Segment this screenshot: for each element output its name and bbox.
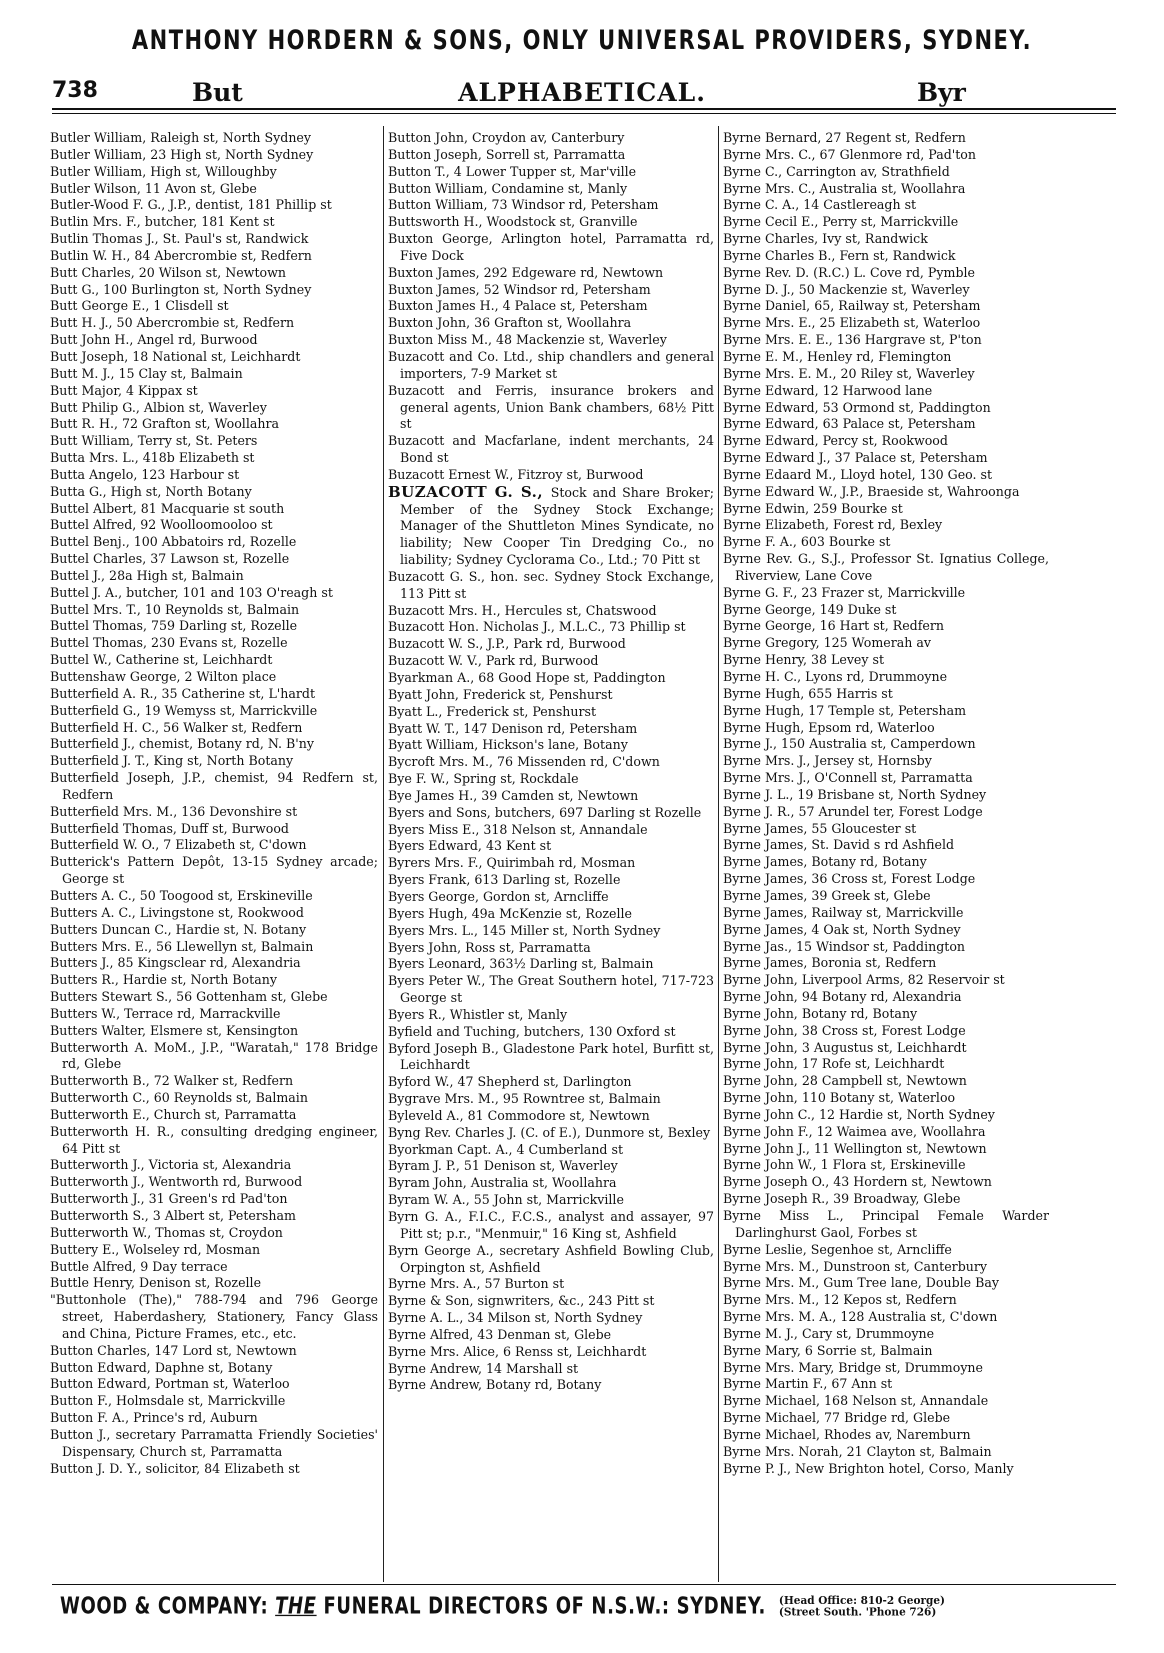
directory-entry: Butters A. C., Livingstone st, Rookwood xyxy=(50,904,304,920)
directory-entry: Butterfield W. O., 7 Elizabeth st, C'down xyxy=(50,837,307,853)
directory-entry: Byrne Hugh, 655 Harris st xyxy=(723,685,893,701)
directory-entry: Byrne Rev. D. (R.C.) L. Cove rd, Pymble xyxy=(723,264,975,280)
directory-entry: Buzacott and Macfarlane, indent merchants, 24 Bond st xyxy=(388,433,714,466)
directory-entry: Buttel Thomas, 759 Darling st, Rozelle xyxy=(50,618,298,634)
directory-entry: Byers George, Gordon st, Arncliffe xyxy=(388,888,609,904)
directory-entry: Button Charles, 147 Lord st, Newtown xyxy=(50,1342,297,1358)
directory-entry: Butlin Thomas J., St. Paul's st, Randwick xyxy=(50,231,309,247)
directory-entry: Butt John H., Angel rd, Burwood xyxy=(50,332,258,348)
directory-entry: Butterfield Mrs. M., 136 Devonshire st xyxy=(50,803,298,819)
directory-entry: Byrne Andrew, Botany rd, Botany xyxy=(388,1377,602,1393)
directory-entry: Byrne Mrs. M., 12 Kepos st, Redfern xyxy=(723,1292,957,1308)
directory-entry: Byrne James, 4 Oak st, North Sydney xyxy=(723,921,961,937)
directory-entry: Byrne Mary, 6 Sorrie st, Balmain xyxy=(723,1342,933,1358)
directory-entry: Butta G., High st, North Botany xyxy=(50,483,252,499)
directory-entry: Byrne Bernard, 27 Regent st, Redfern xyxy=(723,130,966,145)
directory-entry: Buttel Benj., 100 Abbatoirs rd, Rozelle xyxy=(50,534,297,550)
directory-entry: Byng Rev. Charles J. (C. of E.), Dunmore st, Bexley xyxy=(388,1124,711,1140)
directory-entry: Byrne J. R., 57 Arundel ter, Forest Lodge xyxy=(723,803,983,819)
directory-entry: Buttel W., Catherine st, Leichhardt xyxy=(50,652,273,668)
directory-entry: Butters Stewart S., 56 Gottenham st, Glebe xyxy=(50,989,328,1005)
directory-column-1 xyxy=(50,130,378,1580)
directory-entry: Button John, Croydon av, Canterbury xyxy=(388,130,625,145)
directory-entry: Byrne Gregory, 125 Womerah av xyxy=(723,635,931,651)
directory-entry: BUZACOTT G. S., Stock and Share Broker; Member of the Sydney Stock Exchange; Manager of the Shuttleton Mines Syndicate, no liability; New Cooper Tin Dredging Co., no liability; Sydney Cyclorama Co., Ltd.; 70 Pitt st xyxy=(388,483,714,568)
right-guide-word: Byr xyxy=(917,78,966,107)
directory-entry: Buzacott Ernest W., Fitzroy st, Burwood xyxy=(388,466,644,482)
directory-entry: Butler William, High st, Willoughby xyxy=(50,163,277,179)
directory-entry: Butterworth A. MoM., J.P., "Waratah," 178 Bridge rd, Glebe xyxy=(50,1039,378,1072)
directory-entry: Byers John, Ross st, Parramatta xyxy=(388,939,591,955)
directory-entry: Butterfield A. R., 35 Catherine st, L'hardt xyxy=(50,685,316,701)
directory-entry: Butterfield J. T., King st, North Botany xyxy=(50,753,294,769)
directory-entry: Buttle Alfred, 9 Day terrace xyxy=(50,1258,228,1274)
directory-entry: Byrne Mrs. Alice, 6 Renss st, Leichhardt xyxy=(388,1343,647,1359)
directory-entry: Button Edward, Portman st, Waterloo xyxy=(50,1376,290,1392)
directory-entry: Byrne Elizabeth, Forest rd, Bexley xyxy=(723,517,943,533)
directory-entry: Butterworth E., Church st, Parramatta xyxy=(50,1106,297,1122)
page-banner: ANTHONY HORDERN & SONS, ONLY UNIVERSAL PROVIDERS, SYDNEY. xyxy=(131,25,1033,55)
directory-entry: Byers Leonard, 363½ Darling st, Balmain xyxy=(388,956,654,972)
directory-entry: Byrne Edwin, 259 Bourke st xyxy=(723,500,903,516)
directory-entry: Buxton James, 292 Edgeware rd, Newtown xyxy=(388,264,664,280)
directory-entry: Byrne Edward, 53 Ormond st, Paddington xyxy=(723,399,991,415)
directory-entry: Byrne J., 150 Australia st, Camperdown xyxy=(723,736,976,752)
directory-entry: Byrers Mrs. F., Quirimbah rd, Mosman xyxy=(388,855,636,871)
directory-entry: Byrn George A., secretary Ashfield Bowling Club, Orpington st, Ashfield xyxy=(388,1242,714,1275)
directory-entry: Butters Mrs. E., 56 Llewellyn st, Balmain xyxy=(50,938,314,954)
directory-entry: Buzacott and Ferris, insurance brokers and general agents, Union Bank chambers, 68½ Pitt st xyxy=(388,382,714,432)
directory-entry: Byrne Michael, Rhodes av, Naremburn xyxy=(723,1426,971,1442)
directory-entry: Byrne Rev. G., S.J., Professor St. Ignatius College, Riverview, Lane Cove xyxy=(723,551,1049,583)
directory-entry: Byers Mrs. L., 145 Miller st, North Sydney xyxy=(388,922,661,938)
directory-entry: Byrne Mrs. M., Dunstroon st, Canterbury xyxy=(723,1258,988,1274)
directory-entry: Byatt L., Frederick st, Penshurst xyxy=(388,703,597,719)
directory-entry: Butt Joseph, 18 National st, Leichhardt xyxy=(50,348,301,364)
header-rule xyxy=(52,108,1116,110)
directory-entry: Button Joseph, Sorrell st, Parramatta xyxy=(388,146,626,162)
directory-entry: Byford W., 47 Shepherd st, Darlington xyxy=(388,1074,632,1090)
directory-entry: Butt Major, 4 Kippax st xyxy=(50,382,198,398)
directory-entry: Byrne M. J., Cary st, Drummoyne xyxy=(723,1325,935,1341)
directory-entry: Byrne Edward J., 37 Palace st, Petersham xyxy=(723,450,988,466)
directory-entry: Byrne James, St. David s rd Ashfield xyxy=(723,837,955,853)
directory-entry: Butters J., 85 Kingsclear rd, Alexandria xyxy=(50,955,301,971)
directory-entry: Buttel Thomas, 230 Evans st, Rozelle xyxy=(50,635,288,651)
directory-entry: Byrne Daniel, 65, Railway st, Petersham xyxy=(723,298,981,314)
directory-entry: Byrne John W., 1 Flora st, Erskineville xyxy=(723,1157,966,1173)
footer-the: THE xyxy=(275,1592,317,1620)
directory-entry: Bygrave Mrs. M., 95 Rowntree st, Balmain xyxy=(388,1091,661,1107)
directory-entry: Buttel Mrs. T., 10 Reynolds st, Balmain xyxy=(50,601,300,617)
directory-entry: Byrne Mrs. A., 57 Burton st xyxy=(388,1276,565,1292)
directory-entry: Byrne Joseph O., 43 Hordern st, Newtown xyxy=(723,1174,992,1190)
footer-tagline: FUNERAL DIRECTORS OF N.S.W.: SYDNEY. xyxy=(323,1592,766,1620)
directory-entry: Butt G., 100 Burlington st, North Sydney xyxy=(50,281,312,297)
directory-entry: Button F. A., Prince's rd, Auburn xyxy=(50,1410,258,1426)
directory-entry: Byrne Miss L., Principal Female Warder Darlinghurst Gaol, Forbes st xyxy=(723,1208,1049,1240)
directory-entry: Buttel J., 28a High st, Balmain xyxy=(50,567,244,583)
directory-entry: Byers Hugh, 49a McKenzie st, Rozelle xyxy=(388,905,633,921)
directory-entry: Byrne Alfred, 43 Denman st, Glebe xyxy=(388,1326,612,1342)
directory-entry: Butterfield H. C., 56 Walker st, Redfern xyxy=(50,719,303,735)
directory-entry: Byatt John, Frederick st, Penshurst xyxy=(388,686,613,702)
directory-entry: Byers and Sons, butchers, 697 Darling st Rozelle xyxy=(388,804,702,820)
directory-entry: Bye James H., 39 Camden st, Newtown xyxy=(388,787,639,803)
directory-entry: Butler-Wood F. G., J.P., dentist, 181 Phillip st xyxy=(50,197,332,213)
directory-entry: Byrne Hugh, 17 Temple st, Petersham xyxy=(723,702,967,718)
directory-entry: Byrne Andrew, 14 Marshall st xyxy=(388,1360,579,1376)
directory-entry: Butterworth H. R., consulting dredging engineer, 64 Pitt st xyxy=(50,1123,378,1156)
directory-entry: Bycroft Mrs. M., 76 Missenden rd, C'down xyxy=(388,754,660,770)
directory-entry: Butta Mrs. L., 418b Elizabeth st xyxy=(50,450,255,466)
directory-entry: Butters W., Terrace rd, Marrackville xyxy=(50,1005,281,1021)
directory-entry: Butt M. J., 15 Clay st, Balmain xyxy=(50,365,243,381)
directory-entry: Byrn G. A., F.I.C., F.C.S., analyst and assayer, 97 Pitt st; p.r., "Menmuir," 16 King st, Ashfield xyxy=(388,1209,714,1241)
directory-entry: Byrne James, Botany rd, Botany xyxy=(723,854,927,870)
directory-entry: Byrne Martin F., 67 Ann st xyxy=(723,1376,893,1392)
directory-entry: Byrne Mrs. C., 67 Glenmore rd, Pad'ton xyxy=(723,146,976,162)
directory-entry: Byrne John, 110 Botany st, Waterloo xyxy=(723,1090,956,1106)
directory-entry: Butters Duncan C., Hardie st, N. Botany xyxy=(50,921,307,937)
directory-entry: Byrne C. A., 14 Castlereagh st xyxy=(723,197,917,213)
directory-entry: Byers Edward, 43 Kent st xyxy=(388,838,552,854)
directory-entry: Button William, Condamine st, Manly xyxy=(388,180,628,196)
directory-entry: Butters Walter, Elsmere st, Kensington xyxy=(50,1022,299,1038)
directory-entry: Byram W. A., 55 John st, Marrickville xyxy=(388,1192,624,1208)
directory-entry: Byram John, Australia st, Woollahra xyxy=(388,1175,617,1191)
directory-entry: Byrne F. A., 603 Bourke st xyxy=(723,534,891,550)
directory-entry: Byrne James, Railway st, Marrickville xyxy=(723,904,964,920)
directory-entry: Byrne Edward, Percy st, Rookwood xyxy=(723,433,948,449)
directory-entry: Buttel Charles, 37 Lawson st, Rozelle xyxy=(50,551,290,567)
directory-column-2 xyxy=(388,130,714,1580)
directory-entry: Butt William, Terry st, St. Peters xyxy=(50,433,258,449)
directory-entry: Byrne G. F., 23 Frazer st, Marrickville xyxy=(723,584,966,600)
directory-entry: Button William, 73 Windsor rd, Petersham xyxy=(388,197,659,213)
footer-note-line: (Head Office: 810-2 George) xyxy=(778,1594,946,1607)
directory-entry: Butterfield Joseph, J.P., chemist, 94 Redfern st, Redfern xyxy=(50,770,378,802)
directory-entry: Byrne John, Botany rd, Botany xyxy=(723,1005,918,1021)
footer-address-note xyxy=(779,1596,945,1619)
directory-entry: Byrne Charles B., Fern st, Randwick xyxy=(723,247,956,263)
footer-advert xyxy=(60,1593,945,1622)
directory-entry: Byrne Mrs. M., Gum Tree lane, Double Bay xyxy=(723,1275,1000,1291)
directory-entry: Butlin W. H., 84 Abercrombie st, Redfern xyxy=(50,247,312,263)
directory-entry: Butterworth J., Wentworth rd, Burwood xyxy=(50,1174,303,1190)
directory-entry: Butterworth C., 60 Reynolds st, Balmain xyxy=(50,1090,308,1106)
page-number: 738 xyxy=(52,78,98,103)
directory-entry: Byrne E. M., Henley rd, Flemington xyxy=(723,348,952,364)
directory-entry: Byorkman Capt. A., 4 Cumberland st xyxy=(388,1141,624,1157)
directory-entry: Byfield and Tuching, butchers, 130 Oxford st xyxy=(388,1023,676,1039)
directory-entry: Byrne Henry, 38 Levey st xyxy=(723,652,885,668)
directory-entry: Byrne James, Boronia st, Redfern xyxy=(723,955,937,971)
directory-entry: Byrne Michael, 168 Nelson st, Annandale xyxy=(723,1393,989,1409)
directory-entry: Byrne Jas., 15 Windsor st, Paddington xyxy=(723,938,966,954)
directory-entry: Butta Angelo, 123 Harbour st xyxy=(50,466,240,482)
footer-company: WOOD & COMPANY: xyxy=(60,1592,269,1620)
directory-entry: Byrne Edward, 12 Harwood lane xyxy=(723,382,933,398)
directory-entry: Byrne Michael, 77 Bridge rd, Glebe xyxy=(723,1410,951,1426)
directory-entry: Byrne P. J., New Brighton hotel, Corso, Manly xyxy=(723,1460,1014,1476)
directory-entry: Byrne Charles, Ivy st, Randwick xyxy=(723,231,928,247)
directory-entry: Byrne D. J., 50 Mackenzie st, Waverley xyxy=(723,281,970,297)
directory-entry: Byrne Mrs. J., O'Connell st, Parramatta xyxy=(723,770,973,786)
directory-entry: Byram J. P., 51 Denison st, Waverley xyxy=(388,1158,618,1174)
footer-note-line: (Street South. 'Phone 726) xyxy=(778,1605,937,1619)
column-entries xyxy=(50,130,378,1478)
directory-entry: Butt R. H., 72 Grafton st, Woollahra xyxy=(50,416,279,432)
directory-entry: Byrne Edward W., J.P., Braeside st, Wahroonga xyxy=(723,483,1020,499)
directory-entry: Byarkman A., 68 Good Hope st, Paddington xyxy=(388,670,666,685)
directory-entry: Byrne John, 28 Campbell st, Newtown xyxy=(723,1073,967,1089)
directory-entry: Byers Miss E., 318 Nelson st, Annandale xyxy=(388,821,648,837)
directory-entry: Butler William, 23 High st, North Sydney xyxy=(50,146,314,162)
directory-entry: Butlin Mrs. F., butcher, 181 Kent st xyxy=(50,214,275,230)
directory-entry: "Buttonhole (The)," 788-794 and 796 George street, Haberdashery, Stationery, Fancy Glass and China, Picture Frames, etc., etc. xyxy=(50,1292,378,1341)
directory-entry: Buzacott W. S., J.P., Park rd, Burwood xyxy=(388,636,626,652)
directory-entry: Byrne John F., 12 Waimea ave, Woollahra xyxy=(723,1123,986,1139)
directory-entry: Byrne Mrs. E. E., 136 Hargrave st, P'ton xyxy=(723,332,982,348)
directory-entry: Buzacott Hon. Nicholas J., M.L.C., 73 Phillip st xyxy=(388,619,686,635)
directory-entry: Button Edward, Daphne st, Botany xyxy=(50,1359,273,1375)
page-section-title: ALPHABETICAL. xyxy=(458,78,706,107)
directory-entry: Buzacott Mrs. H., Hercules st, Chatswood xyxy=(388,602,657,618)
directory-entry: Byrne Mrs. E., 25 Elizabeth st, Waterloo xyxy=(723,315,981,331)
directory-entry: Byrne Cecil E., Perry st, Marrickville xyxy=(723,214,959,230)
directory-entry: Butterick's Pattern Depôt, 13-15 Sydney arcade; George st xyxy=(50,854,378,887)
directory-entry: Buttel Albert, 81 Macquarie st south xyxy=(50,500,285,516)
directory-entry: Bye F. W., Spring st, Rockdale xyxy=(388,771,579,787)
directory-entry: Buxton George, Arlington hotel, Parramatta rd, Five Dock xyxy=(388,231,714,263)
directory-entry: Byrne H. C., Lyons rd, Drummoyne xyxy=(723,669,948,684)
directory-entry: Byers Peter W., The Great Southern hotel, 717-723 George st xyxy=(388,973,714,1006)
directory-entry: Butters R., Hardie st, North Botany xyxy=(50,972,277,988)
directory-entry: Byrne Mrs. Mary, Bridge st, Drummoyne xyxy=(723,1359,983,1375)
directory-entry: Butterfield G., 19 Wemyss st, Marrickville xyxy=(50,702,318,718)
directory-entry: Butterworth W., Thomas st, Croydon xyxy=(50,1224,283,1240)
directory-entry: Byrne & Son, signwriters, &c., 243 Pitt st xyxy=(388,1293,655,1309)
directory-entry: Byatt William, Hickson's lane, Botany xyxy=(388,737,628,753)
directory-entry: Byrne Leslie, Segenhoe st, Arncliffe xyxy=(723,1241,952,1257)
directory-entry: Byrne George, 149 Duke st xyxy=(723,601,897,617)
header-rule-thin xyxy=(52,113,1116,114)
directory-entry: Byford Joseph B., Gladestone Park hotel, Burfitt st, Leichhardt xyxy=(388,1040,714,1073)
directory-entry: Byrne Mrs. J., Jersey st, Hornsby xyxy=(723,753,932,769)
directory-entry: Buttel Alfred, 92 Woolloomooloo st xyxy=(50,517,273,533)
directory-entry: Butterfield Thomas, Duff st, Burwood xyxy=(50,820,289,836)
directory-entry: Byrne James, 55 Gloucester st xyxy=(723,820,917,836)
directory-entry: Byrne Hugh, Epsom rd, Waterloo xyxy=(723,719,935,735)
directory-entry: Buttery E., Wolseley rd, Mosman xyxy=(50,1241,261,1257)
directory-entry: Buzacott G. S., hon. sec. Sydney Stock Exchange, 113 Pitt st xyxy=(388,568,714,601)
directory-entry: Byers R., Whistler st, Manly xyxy=(388,1006,568,1022)
directory-entry: Byrne John C., 12 Hardie st, North Sydney xyxy=(723,1106,995,1122)
directory-entry: Butterworth J., Victoria st, Alexandria xyxy=(50,1157,292,1173)
directory-entry: Byrne Mrs. C., Australia st, Woollahra xyxy=(723,180,966,196)
directory-entry: Byrne John, Liverpool Arms, 82 Reservoir st xyxy=(723,972,1005,988)
directory-entry: Buxton James, 52 Windsor rd, Petersham xyxy=(388,281,651,297)
directory-entry: Byrne John, 94 Botany rd, Alexandria xyxy=(723,989,962,1005)
footer-rule xyxy=(52,1584,1116,1585)
directory-entry: Byrne A. L., 34 Milson st, North Sydney xyxy=(388,1310,643,1326)
directory-entry: Byrne John, 17 Rofe st, Leichhardt xyxy=(723,1056,945,1072)
directory-entry: Butterfield J., chemist, Botany rd, N. B'ny xyxy=(50,736,314,752)
directory-entry: Byrne Edward, 63 Palace st, Petersham xyxy=(723,416,976,432)
directory-entry: Byrne John, 3 Augustus st, Leichhardt xyxy=(723,1039,967,1055)
directory-entry: Butler William, Raleigh st, North Sydney xyxy=(50,130,311,145)
column-divider xyxy=(383,126,384,1582)
directory-entry: Byrne Mrs. E. M., 20 Riley st, Waverley xyxy=(723,365,975,381)
directory-entry: Button J., secretary Parramatta Friendly Societies' Dispensary, Church st, Parramatta xyxy=(50,1426,378,1459)
directory-entry: Buxton Miss M., 48 Mackenzie st, Waverley xyxy=(388,332,667,348)
directory-entry: Byrne Edaard M., Lloyd hotel, 130 Geo. st xyxy=(723,466,993,482)
directory-entry: Buzacott W. V., Park rd, Burwood xyxy=(388,653,599,669)
directory-entry: Butterworth S., 3 Albert st, Petersham xyxy=(50,1208,296,1223)
directory-entry: Buttenshaw George, 2 Wilton place xyxy=(50,669,277,684)
directory-entry: Byrne George, 16 Hart st, Redfern xyxy=(723,618,944,634)
column-entries xyxy=(723,130,1049,1478)
directory-column-3 xyxy=(723,130,1049,1580)
column-divider xyxy=(718,126,719,1582)
directory-entry: Butt Charles, 20 Wilson st, Newtown xyxy=(50,264,286,280)
directory-entry: Buttle Henry, Denison st, Rozelle xyxy=(50,1275,262,1291)
directory-entry: Butterworth B., 72 Walker st, Redfern xyxy=(50,1073,294,1089)
directory-entry: Butt Philip G., Albion st, Waverley xyxy=(50,399,267,415)
directory-entry: Butterworth J., 31 Green's rd Pad'ton xyxy=(50,1191,288,1207)
left-guide-word: But xyxy=(192,78,243,107)
directory-entry: Byrne Joseph R., 39 Broadway, Glebe xyxy=(723,1191,961,1207)
directory-entry: Byrne John, 38 Cross st, Forest Lodge xyxy=(723,1022,966,1038)
directory-entry: Byrne James, 39 Greek st, Glebe xyxy=(723,887,931,903)
directory-entry: Byrne C., Carrington av, Strathfield xyxy=(723,163,950,179)
directory-entry: Button F., Holmsdale st, Marrickville xyxy=(50,1393,286,1409)
directory-entry: Byrne J. L., 19 Brisbane st, North Sydney xyxy=(723,786,987,802)
directory-entry: Butters A. C., 50 Toogood st, Erskineville xyxy=(50,887,313,903)
directory-entry: Byleveld A., 81 Commodore st, Newtown xyxy=(388,1107,650,1123)
directory-entry: Buttel J. A., butcher, 101 and 103 O'reagh st xyxy=(50,584,333,600)
directory-entry: Byers Frank, 613 Darling st, Rozelle xyxy=(388,872,621,888)
column-entries xyxy=(388,130,714,1394)
directory-entry: Butler Wilson, 11 Avon st, Glebe xyxy=(50,180,257,196)
directory-entry: Byatt W. T., 147 Denison rd, Petersham xyxy=(388,720,638,736)
directory-entry: Byrne James, 36 Cross st, Forest Lodge xyxy=(723,871,976,887)
directory-entry: Buxton John, 36 Grafton st, Woollahra xyxy=(388,315,632,331)
directory-entry: Butt George E., 1 Clisdell st xyxy=(50,298,229,314)
directory-entry: Buttsworth H., Woodstock st, Granville xyxy=(388,214,638,230)
directory-entry: Byrne John J., 11 Wellington st, Newtown xyxy=(723,1140,987,1156)
directory-entry: Byrne Mrs. Norah, 21 Clayton st, Balmain xyxy=(723,1443,992,1459)
directory-entry: Buxton James H., 4 Palace st, Petersham xyxy=(388,298,648,314)
directory-entry: Butt H. J., 50 Abercrombie st, Redfern xyxy=(50,315,295,331)
directory-entry: Buzacott and Co. Ltd., ship chandlers and general importers, 7-9 Market st xyxy=(388,348,714,381)
directory-entry: Byrne Mrs. M. A., 128 Australia st, C'down xyxy=(723,1309,998,1325)
directory-entry: Button T., 4 Lower Tupper st, Mar'ville xyxy=(388,163,637,179)
directory-entry: Button J. D. Y., solicitor, 84 Elizabeth st xyxy=(50,1460,300,1476)
